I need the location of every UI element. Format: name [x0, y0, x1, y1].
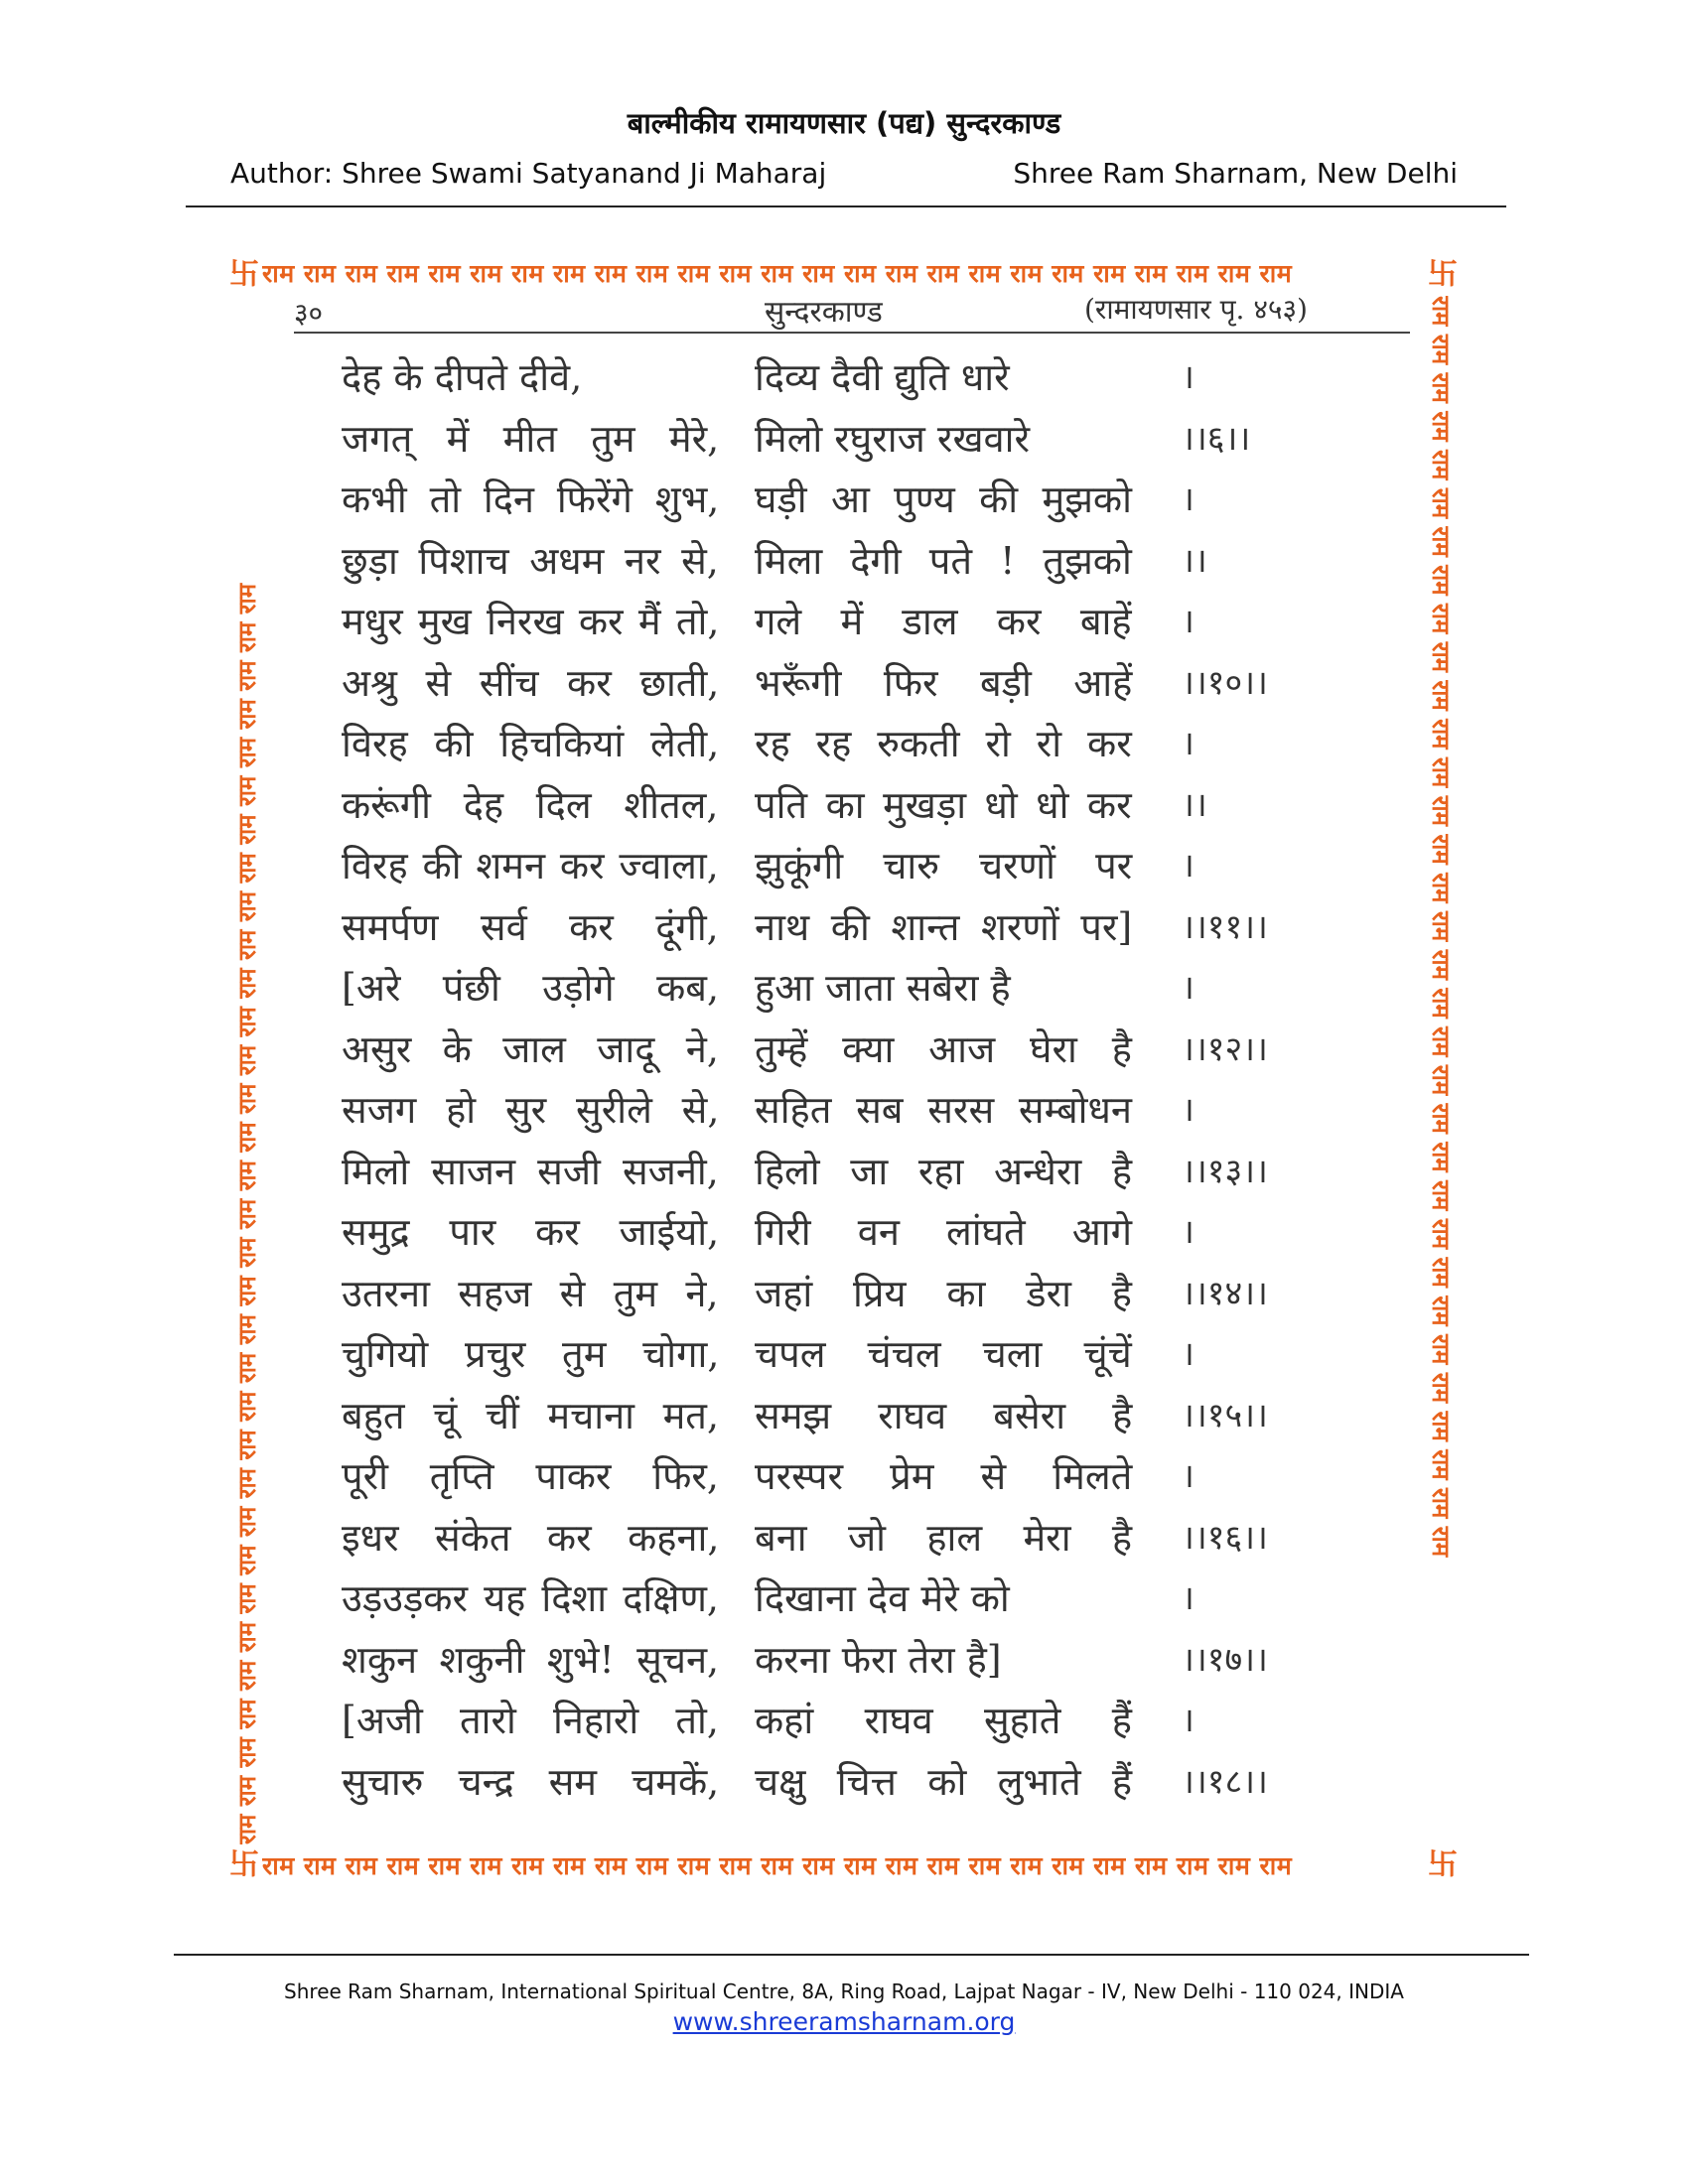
page-number: ३० — [294, 297, 324, 330]
verse-line — [0, 653, 1688, 715]
verse-first-half: मधुर मुख निरख कर मैं तो, — [342, 600, 720, 643]
section-title: सुन्दरकाण्ड — [765, 295, 883, 330]
subheader-rule — [294, 332, 1410, 334]
verse-number: । — [1182, 1212, 1195, 1252]
verse-line — [0, 775, 1688, 837]
footer-rule — [174, 1954, 1529, 1956]
verse-number: ।।१२।। — [1182, 1028, 1268, 1069]
verse-number: ।।११।। — [1182, 906, 1268, 947]
source-reference: (रामायणसार पृ. ४५३) — [1084, 293, 1308, 326]
verse-number: ।।१०।। — [1182, 662, 1268, 703]
frame-border-right: राम राम राम राम राम राम राम राम राम राम राम राम राम राम राम राम राम राम राम राम राम राम राम राम राम राम राम राम राम राम राम राम राम — [1427, 296, 1455, 1558]
verse-line — [0, 1142, 1688, 1203]
verse-first-half: विरह की हिचकियां लेती, — [342, 722, 720, 765]
verse-line — [0, 1508, 1688, 1570]
verse-line — [0, 1569, 1688, 1630]
verse-second-half: दिखाना देव मेरे को — [755, 1576, 1010, 1620]
verse-second-half: जहां प्रिय का डेरा है — [755, 1271, 1132, 1315]
header-rule — [186, 205, 1506, 207]
verse-first-half: [अरे पंछी उड़ोगे कब, — [342, 966, 720, 1010]
verse-line — [0, 897, 1688, 959]
verse-first-half: समर्पण सर्व कर दूंगी, — [342, 904, 719, 949]
verse-number: ।।१६।। — [1182, 1517, 1268, 1558]
verse-number: । — [1182, 846, 1195, 886]
verse-first-half: सुचारु चन्द्र सम चमकें, — [342, 1759, 720, 1804]
verse-number: ।।१७।। — [1182, 1639, 1268, 1680]
verse-first-half: जगत् में मीत तुम मेरे, — [342, 416, 720, 461]
document-title: बाल्मीकीय रामायणसार (पद्य) सुन्दरकाण्ड — [627, 106, 1061, 140]
verse-line — [0, 836, 1688, 897]
website-link[interactable]: www.shreeramsharnam.org — [672, 2007, 1016, 2036]
verse-second-half: चक्षु चित्त को लुभाते हैं — [755, 1759, 1133, 1804]
verse-second-half: झुकूंगी चारु चरणों पर — [755, 844, 1133, 887]
verse-second-half: परस्पर प्रेम से मिलते — [755, 1454, 1133, 1498]
verse-line — [0, 409, 1688, 471]
verse-second-half: चपल चंचल चला चूंचें — [755, 1332, 1132, 1376]
verse-line — [0, 1691, 1688, 1752]
verse-number: ।।१४।। — [1182, 1273, 1268, 1313]
verse-number: । — [1182, 1578, 1195, 1618]
verse-first-half: इधर संकेत कर कहना, — [342, 1515, 720, 1560]
frame-border-left: राम राम राम राम राम राम राम राम राम राम राम राम राम राम राम राम राम राम राम राम राम राम राम राम राम राम राम राम राम राम राम राम राम — [233, 583, 261, 1844]
verse-line — [0, 1264, 1688, 1325]
verse-first-half: सजग हो सुर सुरीले से, — [342, 1088, 720, 1132]
footer-address: Shree Ram Sharnam, International Spiritual Centre, 8A, Ring Road, Lajpat Nagar - IV, New Delhi - 110 024, INDIA — [284, 1979, 1404, 2003]
verse-number: । — [1182, 479, 1195, 519]
verse-second-half: हिलो जा रहा अन्धेरा है — [755, 1149, 1133, 1193]
verse-second-half: समझ राघव बसेरा है — [755, 1393, 1133, 1437]
verse-first-half: करूंगी देह दिल शीतल, — [342, 782, 719, 827]
verse-number: ।। — [1182, 540, 1207, 581]
verse-number: । — [1182, 1456, 1195, 1496]
verse-line — [0, 592, 1688, 653]
verse-second-half: बना जो हाल मेरा है — [755, 1515, 1133, 1560]
organization-line: Shree Ram Sharnam, New Delhi — [1013, 157, 1458, 190]
frame-border-bottom: राम राम राम राम राम राम राम राम राम राम राम राम राम राम राम राम राम राम राम राम राम राम राम राम राम — [262, 1851, 1293, 1880]
verse-line — [0, 1446, 1688, 1508]
verse-second-half: मिला देगी पते ! तुझको — [755, 538, 1132, 583]
verse-number: ।।१३।। — [1182, 1151, 1268, 1191]
verse-number: । — [1182, 357, 1195, 397]
verse-first-half: [अजी तारो निहारो तो, — [342, 1699, 719, 1742]
verse-second-half: घड़ी आ पुण्य की मुझको — [755, 478, 1132, 521]
verse-second-half: मिलो रघुराज रखवारे — [755, 416, 1031, 461]
verse-number: । — [1182, 968, 1195, 1008]
verse-first-half: बहुत चूं चीं मचाना मत, — [342, 1393, 720, 1437]
verse-second-half: नाथ की शान्त शरणों पर] — [755, 904, 1133, 949]
verse-second-half: पति का मुखड़ा धो धो कर — [755, 782, 1132, 827]
verse-line — [0, 347, 1688, 409]
verse-second-half: गिरी वन लांघते आगे — [755, 1210, 1133, 1254]
verse-line — [0, 714, 1688, 775]
corner-swastika-top-left: 卐 — [229, 257, 259, 292]
verse-second-half: सहित सब सरस सम्बोधन — [755, 1088, 1132, 1132]
verse-second-half: भरूँगी फिर बड़ी आहें — [755, 660, 1133, 705]
verse-first-half: विरह की शमन कर ज्वाला, — [342, 844, 719, 887]
verse-line — [0, 1324, 1688, 1386]
corner-swastika-top-right: 卐 — [1428, 257, 1458, 292]
verse-number: । — [1182, 1701, 1195, 1740]
verse-number: ।।६।। — [1182, 418, 1251, 459]
verse-number: । — [1182, 724, 1195, 763]
verse-first-half: छुड़ा पिशाच अधम नर से, — [342, 538, 719, 583]
verse-line — [0, 1752, 1688, 1814]
verse-number: ।। — [1182, 784, 1207, 825]
verse-first-half: देह के दीपते दीवे, — [342, 355, 583, 399]
verse-line — [0, 1630, 1688, 1692]
verse-line — [0, 958, 1688, 1020]
verse-number: । — [1182, 1090, 1195, 1130]
corner-swastika-bottom-right: 卐 — [1428, 1847, 1458, 1882]
verse-first-half: चुगियो प्रचुर तुम चोगा, — [342, 1332, 720, 1376]
verse-list — [0, 347, 1688, 1813]
verse-line — [0, 1080, 1688, 1142]
verse-first-half: मिलो साजन सजी सजनी, — [342, 1149, 719, 1193]
verse-first-half: पूरी तृप्ति पाकर फिर, — [342, 1454, 719, 1498]
verse-second-half: हुआ जाता सबेरा है — [755, 966, 1011, 1010]
verse-first-half: शकुन शकुनी शुभे! सूचन, — [342, 1637, 720, 1682]
verse-first-half: अश्रु से सींच कर छाती, — [342, 660, 720, 705]
verse-second-half: तुम्हें क्या आज घेरा है — [755, 1026, 1132, 1071]
verse-line — [0, 470, 1688, 531]
frame-border-top: राम राम राम राम राम राम राम राम राम राम राम राम राम राम राम राम राम राम राम राम राम राम राम राम राम — [262, 259, 1293, 288]
verse-first-half: असुर के जाल जादू ने, — [342, 1026, 719, 1071]
verse-line — [0, 1202, 1688, 1264]
verse-number: ।।१५।। — [1182, 1395, 1268, 1435]
verse-line — [0, 1386, 1688, 1447]
verse-second-half: कहां राघव सुहाते हैं — [755, 1699, 1132, 1742]
verse-second-half: दिव्य दैवी द्युति धारे — [755, 355, 1010, 399]
verse-second-half: रह रह रुकती रो रो कर — [755, 722, 1132, 765]
verse-first-half: कभी तो दिन फिरेंगे शुभ, — [342, 478, 720, 521]
verse-number: । — [1182, 1334, 1195, 1374]
verse-first-half: उतरना सहज से तुम ने, — [342, 1271, 719, 1315]
verse-first-half: समुद्र पार कर जाईयो, — [342, 1210, 720, 1254]
author-line: Author: Shree Swami Satyanand Ji Maharaj — [230, 157, 827, 190]
verse-line — [0, 531, 1688, 593]
verse-line — [0, 1020, 1688, 1081]
verse-number: ।।१८।। — [1182, 1761, 1268, 1802]
verse-number: । — [1182, 602, 1195, 641]
verse-second-half: करना फेरा तेरा है] — [755, 1637, 1002, 1682]
verse-second-half: गले में डाल कर बाहें — [755, 600, 1132, 643]
corner-swastika-bottom-left: 卐 — [229, 1847, 259, 1882]
verse-first-half: उड़उड़कर यह दिशा दक्षिण, — [342, 1576, 720, 1620]
